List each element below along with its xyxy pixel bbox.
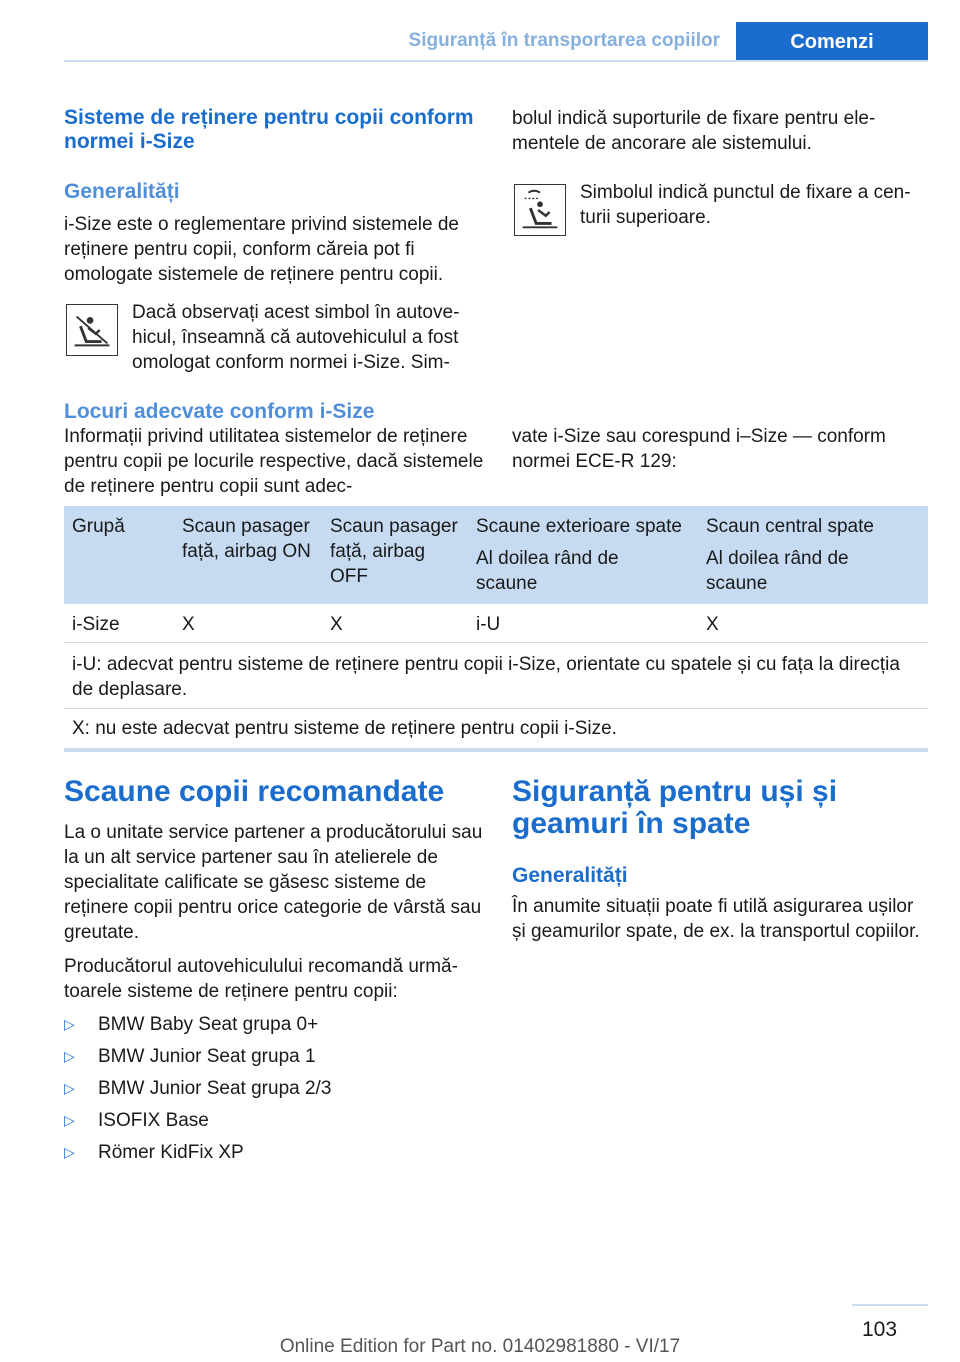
col-rear-outer-sub: Al doilea rând de scaune xyxy=(476,548,619,594)
suitable-seats-text: Informații privind utilitatea sistemelor de reținere pentru copii pe locurile respective, dacă sistemele de reținere pentru copii sunt adec- xyxy=(64,426,484,497)
bullet-icon: ▷ xyxy=(64,1048,75,1064)
i-size-seat-icon xyxy=(66,304,118,356)
col-rear-center-sub: Al doilea rând de scaune xyxy=(706,548,849,594)
heading-general: Generalități xyxy=(64,180,180,203)
cell-rear-outer: i-U xyxy=(476,614,501,635)
heading-recommended-seats: Scaune copii recomandate xyxy=(64,775,445,808)
bullet-icon: ▷ xyxy=(64,1112,75,1128)
table-divider xyxy=(64,708,928,709)
suitable-seats-text-continued: vate i-Size sau corespund i–Size — conform normei ECE-R 129: xyxy=(512,426,886,472)
note-i-u: i-U: adecvat pentru sisteme de reținere pentru copii i-Size, orientate cu spatele și cu fața la direcția de deplasare. xyxy=(72,654,900,700)
heading-doors-general: Generalități xyxy=(512,864,628,887)
note-x: X: nu este adecvat pentru sisteme de reținere pentru copii i-Size. xyxy=(72,718,617,739)
tether-symbol-description: Simbolul indică punctul de fixare a centurii superioare. xyxy=(580,182,911,228)
bullet-icon: ▷ xyxy=(64,1144,75,1160)
tether-anchor-icon xyxy=(514,184,566,236)
recommended-paragraph-1: La o unitate service partener a producătorului sau la un alt service partener sau în atelierele de specialitate calificate se găsesc sisteme de reținere copii pentru orice categorie de vârstă sau greutate. xyxy=(64,822,483,943)
section-divider xyxy=(64,748,928,752)
col-group: Grupă xyxy=(72,516,125,537)
col-front-airbag-on: Scaun pasager față, airbag ON xyxy=(182,516,311,562)
doors-paragraph: În anumite situații poate fi utilă asigurarea ușilor și geamurilor spate, de ex. la transportul copiilor. xyxy=(512,896,920,942)
bullet-icon: ▷ xyxy=(64,1016,75,1032)
recommended-paragraph-2: Producătorul autovehiculului recomandă următoarele sisteme de reținere pentru copii: xyxy=(64,956,458,1002)
page-number-divider xyxy=(852,1304,928,1306)
section-title: Siguranță în transportarea copiilor xyxy=(408,30,720,51)
table-divider xyxy=(64,642,928,643)
header-divider xyxy=(64,60,928,62)
cell-airbag-off: X xyxy=(330,614,343,635)
chapter-tab[interactable]: Comenzi xyxy=(736,22,928,62)
intro-paragraph: i-Size este o reglementare privind sistemele de reținere pentru copii, conform căreia pot fi omologate sistemele de reținere pentru copii. xyxy=(64,214,459,285)
heading-suitable-seats: Locuri adecvate conform i-Size xyxy=(64,400,375,423)
col-front-airbag-off: Scaun pasager față, airbag OFF xyxy=(330,516,458,587)
cell-rear-center: X xyxy=(706,614,719,635)
footer-edition: Online Edition for Part no. 01402981880 - VI/17 xyxy=(279,1336,681,1357)
cell-airbag-on: X xyxy=(182,614,195,635)
heading-door-safety: Siguranță pentru uși și geamuri în spate xyxy=(512,775,838,840)
cell-group: i-Size xyxy=(72,614,120,635)
col-rear-center: Scaun central spate xyxy=(706,516,874,537)
col-rear-outer: Scaune exterioare spate xyxy=(476,516,682,537)
bullet-icon: ▷ xyxy=(64,1080,75,1096)
heading-i-size-systems: Sisteme de reținere pentru copii conform normei i-Size xyxy=(64,106,474,153)
symbol-description-continued: bolul indică suporturile de fixare pentru elementele de ancorare ale sistemului. xyxy=(512,108,876,154)
page-number: 103 xyxy=(862,1318,898,1341)
symbol-description: Dacă observați acest simbol în autovehicul, înseamnă că autovehiculul a fost omologat conform normei i-Size. Sim- xyxy=(132,302,460,373)
